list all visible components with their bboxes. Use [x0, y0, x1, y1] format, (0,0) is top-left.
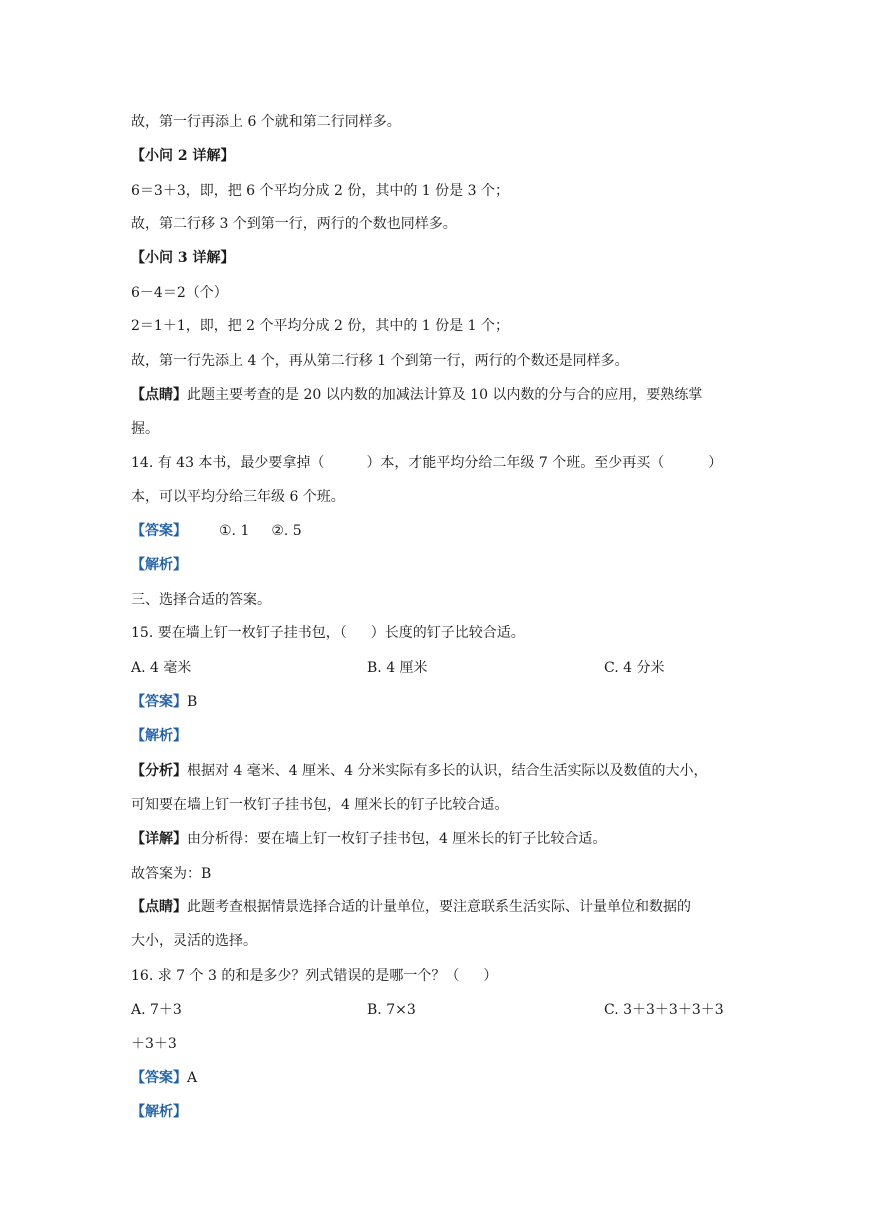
q16-option-a: A. 7＋3	[131, 1002, 182, 1018]
xiangjie-paragraph	[131, 829, 606, 849]
xiangjie-text: 由分析得：要在墙上钉一枚钉子挂书包，4 厘米长的钉子比较合适。	[187, 831, 607, 847]
q16-stem: 16. 求 7 个 3 的和是多少？列式错误的是哪一个？（	[131, 968, 460, 984]
subquestion-3-heading: 【小问 3 详解】	[131, 250, 235, 266]
fenxi-label: 【分析】	[131, 763, 187, 779]
q15-option-c: C. 4 分米	[604, 660, 665, 676]
q15-answer-value: B	[187, 694, 198, 710]
text-line: 故答案为：B	[131, 866, 212, 882]
q16-option-c-continued: ＋3＋3	[131, 1036, 177, 1052]
answer-label: 【答案】	[131, 523, 187, 539]
fenxi-text: 根据对 4 毫米、4 厘米、4 分米实际有多长的认识，结合生活实际以及数值的大小，	[187, 763, 708, 779]
q16-stem-end: ）	[483, 968, 498, 984]
question-15	[131, 623, 525, 643]
fenxi-paragraph	[131, 761, 708, 781]
text-line: 故，第一行先添上 4 个，再从第二行移 1 个到第一行，两行的个数还是同样多。	[131, 353, 629, 369]
q15-answer	[131, 692, 197, 712]
question-16	[131, 966, 497, 986]
q14-answer	[131, 521, 302, 541]
dianjing-label: 【点睛】	[131, 899, 187, 915]
q16-answer-value: A	[187, 1070, 198, 1086]
text-line: 故，第二行移 3 个到第一行，两行的个数也同样多。	[131, 216, 457, 232]
section-3-heading: 三、选择合适的答案。	[131, 592, 271, 608]
q14-stem-line2: 本，可以平均分给三年级 6 个班。	[131, 489, 345, 505]
dianjing-label: 【点睛】	[131, 387, 187, 403]
question-14	[131, 453, 722, 473]
q16-answer	[131, 1068, 197, 1088]
q15-option-b: B. 4 厘米	[367, 660, 428, 676]
dianjing-paragraph	[131, 385, 702, 405]
dianjing-text: 此题主要考查的是 20 以内数的加减法计算及 10 以内数的分与合的应用，要熟练掌	[187, 387, 703, 403]
q14-answer-2: ②. 5	[271, 523, 302, 539]
subquestion-2-heading: 【小问 2 详解】	[131, 148, 235, 164]
text-line: 握。	[131, 421, 159, 437]
q16-option-b: B. 7×3	[367, 1002, 416, 1018]
q15-stem-part1: 15. 要在墙上钉一枚钉子挂书包，（	[131, 625, 347, 641]
dianjing-text: 此题考查根据情景选择合适的计量单位，要注意联系生活实际、计量单位和数据的	[187, 899, 691, 915]
q14-stem-part1: 14. 有 43 本书，最少要拿掉（	[131, 455, 325, 471]
xiangjie-label: 【详解】	[131, 831, 187, 847]
q15-option-a: A. 4 毫米	[131, 660, 192, 676]
q14-stem-part2: ）本，才能平均分给二年级 7 个班。至少再买（	[366, 455, 665, 471]
q14-answer-1: ①. 1	[219, 523, 250, 539]
text-line: 6－4＝2（个）	[131, 285, 228, 301]
text-line: 故，第一行再添上 6 个就和第二行同样多。	[131, 114, 401, 130]
q16-option-c: C. 3＋3＋3＋3＋3	[604, 1002, 724, 1018]
answer-label: 【答案】	[131, 1070, 187, 1086]
text-line: 6＝3＋3，即，把 6 个平均分成 2 份，其中的 1 份是 3 个；	[131, 183, 509, 199]
text-line: 可知要在墙上钉一枚钉子挂书包，4 厘米长的钉子比较合适。	[131, 797, 509, 813]
answer-label: 【答案】	[131, 694, 187, 710]
q15-stem-part2: ）长度的钉子比较合适。	[370, 625, 525, 641]
dianjing-paragraph	[131, 897, 691, 917]
q14-stem-part3: ）	[708, 455, 723, 471]
text-line: 大小，灵活的选择。	[131, 933, 257, 949]
jiexi-label: 【解析】	[131, 557, 187, 573]
jiexi-label: 【解析】	[131, 728, 187, 744]
jiexi-label: 【解析】	[131, 1104, 187, 1120]
text-line: 2＝1＋1，即，把 2 个平均分成 2 份，其中的 1 份是 1 个；	[131, 318, 509, 334]
